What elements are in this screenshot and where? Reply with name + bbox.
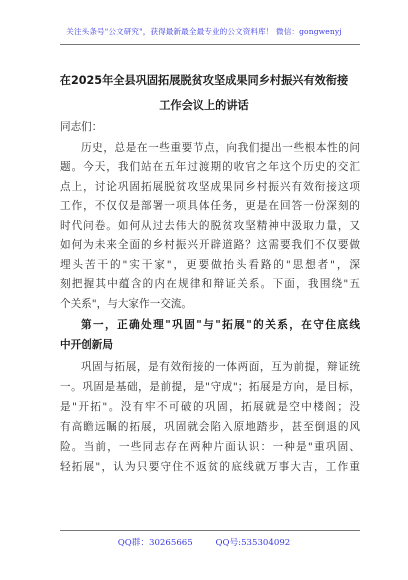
document-title-line-2: 工作会议上的讲话: [159, 99, 249, 112]
paragraph-1-line: 历史，总是在一些重要节点，向我们提出一些根本性的问: [81, 142, 360, 154]
paragraph-1-line: 个关系"，与大家作一交流。: [60, 298, 192, 310]
paragraph-1-line: 时代问卷。如何从过去伟大的脱贫攻坚精神中汲取力量，又: [60, 220, 360, 232]
paragraph-2-line: 巩固与拓展，是有效衔接的一体两面，互为前提，辩证统: [81, 361, 360, 373]
paragraph-2-line: 有高瞻远瞩的拓展，巩固就会陷入原地踏步，甚至倒退的风: [60, 421, 360, 433]
footer-divider: [60, 530, 360, 531]
paragraph-1-line: 刻把握其中蕴含的内在规律和辩证关系。下面，我围绕"五: [60, 278, 360, 290]
paragraph-2-line: 轻拓展"，认为只要守住不返贫的底线就万事大吉，工作重: [60, 461, 360, 473]
paragraph-1-line: 题。今天，我们站在五年过渡期的收官之年这个历史的交汇: [60, 161, 360, 173]
paragraph-1-line: 如何为未来全面的乡村振兴开辟道路？这需要我们不仅要做: [60, 239, 360, 251]
paragraph-2-line: 险。当前，一些同志存在两种片面认识：一种是"重巩固、: [60, 441, 360, 453]
footer-qq-number: QQ号:535304092: [215, 538, 291, 548]
salutation: 同志们：: [60, 121, 103, 133]
paragraph-1-line: 埋头苦干的"实干家"，更要做抬头看路的"思想者"，深: [60, 259, 360, 271]
footer-contact: [0, 536, 408, 548]
header-note: 关注头条号"公文研究"，获得最新最全最专业的公文资料库！ 微信：gongwenyj: [66, 27, 342, 36]
document-title-line-1: 在2025年全县巩固拓展脱贫攻坚成果同乡村振兴有效衔接: [59, 74, 349, 87]
section-heading-line-1: 第一，正确处理"巩固"与"拓展"的关系，在守住底线: [81, 319, 360, 331]
paragraph-1-line: 点上，讨论巩固拓展脱贫攻坚成果同乡村振兴有效衔接这项: [60, 181, 360, 193]
paragraph-2-line: 是"开拓"。没有牢不可破的巩固，拓展就是空中楼阁；没: [60, 401, 360, 413]
header-divider: [60, 44, 360, 45]
footer-qq-group: QQ群：30265665: [117, 538, 193, 548]
paragraph-1-line: 工作，不仅仅是部署一项具体任务，更是在回答一份深刻的: [60, 200, 360, 212]
paragraph-2-line: 一。巩固是基础，是前提，是"守成"；拓展是方向，是目标，: [60, 381, 360, 393]
section-heading-line-2: 中开创新局: [60, 339, 113, 351]
